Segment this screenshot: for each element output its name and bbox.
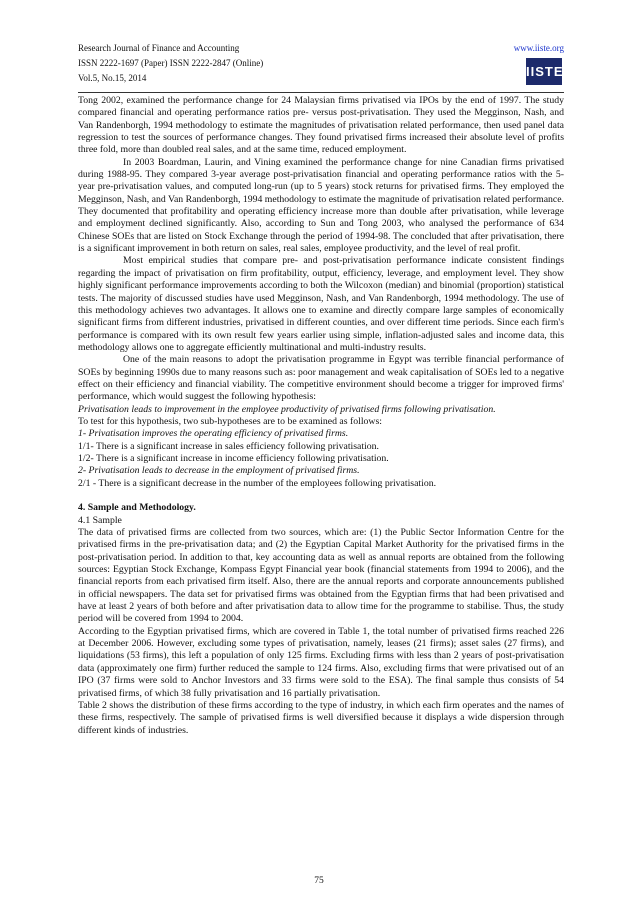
section-heading: 4. Sample and Methodology. (78, 502, 196, 514)
paragraph: In 2003 Boardman, Laurin, and Vining examined the performance change for nine Canadian firms privatised during 1988-95. They compared 3-year average post-privatisation financial and operating performance ratios with the 5-year pre-privatisation values, and computed long-run (up to 5 years) stock returns for privatised firms. They employed the Megginson, Nash, and Van Randenborgh, 1994 methodology to estimate the magnitude of privatisation related performance. They documented that profitability and operating efficiency increase more than double after privatisation, while leverage and employment declined significantly. Also, according to Sun and Tong 2003, who analysed the performance of 634 Chinese SOEs that are listed on Stock Exchange through the period of 1994-98. The concluded that after privatisation, there is a significant improvement in both return on sales, real sales, employee productivity, and the level of real profit. (78, 156, 564, 255)
article-body (78, 95, 564, 737)
journal-name: Research Journal of Finance and Accounting (78, 43, 240, 53)
paragraph: Most empirical studies that compare pre- and post-privatisation performance indicate consistent findings regarding the impact of privatisation on firm profitability, output, efficiency, leverage, and employment level. They show highly significant performance improvements according to both the Wilcoxon (median) and binomial (proportion) statistical tests. The majority of discussed studies have used Megginson, Nash, and Van Randenborgh, 1994 methodology. The use of this methodology achieves two advantages. It allows one to examine and directly compare large samples of economically significant firms from different industries, privatised in different counties, and over different time periods. Since each firm's performance is compared with its own result few years earlier using simple, inflation-adjusted sales and income data, this methodology allows one to aggregate efficiently multinational and multi-industry results. (78, 255, 564, 353)
volume-line: Vol.5, No.15, 2014 (78, 73, 147, 83)
header-rule (78, 92, 564, 93)
page-header (78, 41, 564, 91)
sub-hypothesis: 1- Privatisation improves the operating efficiency of privatised firms. (78, 428, 349, 440)
paragraph: Table 2 shows the distribution of these firms according to the type of industry, in which each firm operates and the names of these firms, respectively. The sample of privatised firms is well diversified because it displays a wide dispersion through different kinds of industries. (78, 699, 564, 736)
sub-hypothesis-item: 1/2- There is a significant increase in income efficiency following privatisation. (78, 452, 389, 464)
sub-hypothesis-item: 2/1 - There is a significant decrease in the number of the employees following privatisation. (78, 477, 437, 489)
page-number: 75 (314, 876, 324, 886)
sub-hypothesis-item: 1/1- There is a significant increase in sales efficiency following privatisation. (78, 440, 379, 452)
website-link[interactable]: www.iiste.org (513, 43, 564, 53)
paragraph: The data of privatised firms are collected from two sources, which are: (1) the Public Sector Information Centre for the privatised firms in the pre-privatisation data; and (2) the Egyptian Capital Market Authority for the privatised firms in the post-privatisation period. In addition to that, key accounting data as well as annual reports are obtained from the following sources: Egyptian Stock Exchange, Kompass Egypt Financial year book (financial statements from 1994 to 2006), and the financial reports from each privatised firm itself. Also, there are the annual reports and corporate announcements published in official newspapers. The data set for privatised firms was obtained from the Egyptian firms that had been privatised and have at least 2 years of both before and after privatisation data to allow time for the programme to stabilise. Thus, the study period will be covered from 1994 to 2004. (78, 527, 564, 625)
paragraph: One of the main reasons to adopt the privatisation programme in Egypt was terrible financial performance of SOEs by beginning 1990s due to many reasons such as: poor management and weak capitalisation of SOEs led to a negative effect on their efficiency and financial viability. The competitive environment should become a trigger for improved firms' performance, which would suggest the following hypothesis: (78, 354, 564, 403)
main-hypothesis: Privatisation leads to improvement in the employee productivity of privatised firms following privatisation. (78, 403, 496, 415)
sub-hypothesis: 2- Privatisation leads to decrease in the employment of privatised firms. (78, 465, 360, 477)
paragraph: Tong 2002, examined the performance change for 24 Malaysian firms privatised via IPOs by the end of 1997. The study compared financial and operating performance ratios pre- versus post-privatisation. They used the Megginson, Nash, and Van Randenborgh, 1994 methodology to estimate the magnitudes of privatisation related performance, then used panel data regression to test the sources of performance changes. They found privatised firms increased their absolute level of profits three fold, more than doubled real sales, and at the same time, reduced employment. (78, 95, 564, 156)
issn-line: ISSN 2222-1697 (Paper) ISSN 2222-2847 (Online) (78, 58, 264, 68)
paragraph: According to the Egyptian privatised firms, which are covered in Table 1, the total number of privatised firms reached 226 at December 2006. However, excluding some types of privatisation, namely, leases (21 firms); asset sales (27 firms), and liquidations (53 firms), this left a population of only 125 firms. Excluding firms with less than 2 years of post-privatisation data (approximately one firm) further reduced the sample to 124 firms. Also, excluding firms that were privatised out of an IPO (37 firms were sold to Anchor Investors and 33 firms were sold to the ESA). The final sample thus consists of 54 privatised firms, of which 38 fully privatisation and 16 partially privatisation. (78, 625, 564, 699)
iiste-logo: IISTE (526, 58, 562, 85)
paragraph: To test for this hypothesis, two sub-hypotheses are to be examined as follows: (78, 415, 382, 427)
subsection-heading: 4.1 Sample (78, 514, 122, 526)
